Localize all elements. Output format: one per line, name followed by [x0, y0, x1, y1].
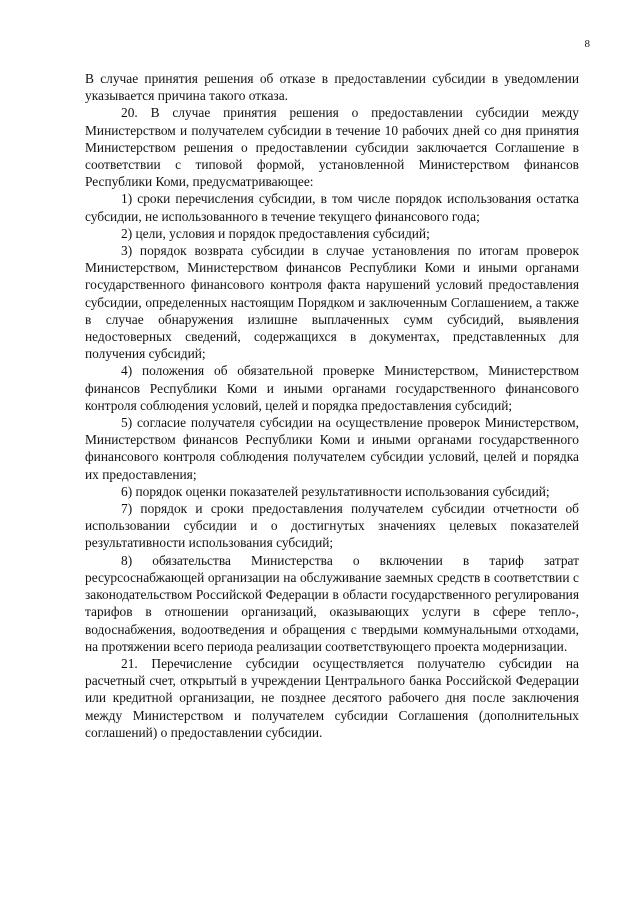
paragraph-subitem-8: 8) обязательства Министерства о включении в тариф затрат ресурсоснабжающей организации на обслуживание заемных средств в соответствии с законодательством Российской Федерации в области государственного регулирования тарифов в отношении организаций, оказывающих услуги в сфере тепло-, водоснабжения, водоотведения и обращения с твердыми коммунальными отходами, на протяжении всего периода реализации соответствующего проекта модернизации. [85, 552, 579, 654]
document-body [85, 70, 579, 741]
paragraph-subitem-6: 6) порядок оценки показателей результативности использования субсидий; [121, 483, 550, 499]
paragraph-item-20: 20. В случае принятия решения о предоставлении субсидии между Министерством и получателем субсидии в течение 10 рабочих дней со дня принятия Министерством решения о предоставлении субсидии заключается Соглашение в соответствии с типовой формой, установленной Министерством финансов Республики Коми, предусматривающее: [85, 105, 579, 190]
paragraph-subitem-3: 3) порядок возврата субсидии в случае установления по итогам проверок Министерством, Министерством финансов Республики Коми и иными органами государственного финансового контроля факта нарушений условий предоставления субсидии, определенных настоящим Порядком и заключенным Соглашением, а также в случае обнаружения излишне выплаченных сумм субсидий, выявления недостоверных сведений, содержащихся в документах, представленных для получения субсидий; [85, 243, 579, 362]
paragraph-subitem-5: 5) согласие получателя субсидии на осуществление проверок Министерством, Министерством финансов Республики Коми и иными органами государственного финансового контроля соблюдения получателем субсидии условий, целей и порядка их предоставления; [85, 415, 579, 482]
paragraph-subitem-2: 2) цели, условия и порядок предоставления субсидий; [121, 225, 430, 241]
paragraph-subitem-1: 1) сроки перечисления субсидии, в том числе порядок использования остатка субсидии, не использованного в течение текущего финансового года; [85, 191, 579, 224]
page-number: 8 [584, 38, 590, 50]
paragraph-item-21: 21. Перечисление субсидии осуществляется получателю субсидии на расчетный счет, открытый в учреждении Центрального банка Российской Федерации или кредитной организации, не позднее десятого рабочего дня после заключения между Министерством и получателем субсидии Соглашения (дополнительных соглашений) о предоставлении субсидии. [85, 655, 579, 740]
paragraph-refusal-notice: В случае принятия решения об отказе в предоставлении субсидии в уведомлении указывается причина такого отказа. [85, 71, 579, 104]
paragraph-subitem-4: 4) положения об обязательной проверке Министерством, Министерством финансов Республики Коми и иными органами государственного финансового контроля соблюдения условий, целей и порядка предоставления субсидий; [85, 363, 579, 413]
paragraph-subitem-7: 7) порядок и сроки предоставления получателем субсидии отчетности об использовании субсидии и о достигнутых значениях целевых показателей результативности использования субсидий; [85, 501, 579, 551]
